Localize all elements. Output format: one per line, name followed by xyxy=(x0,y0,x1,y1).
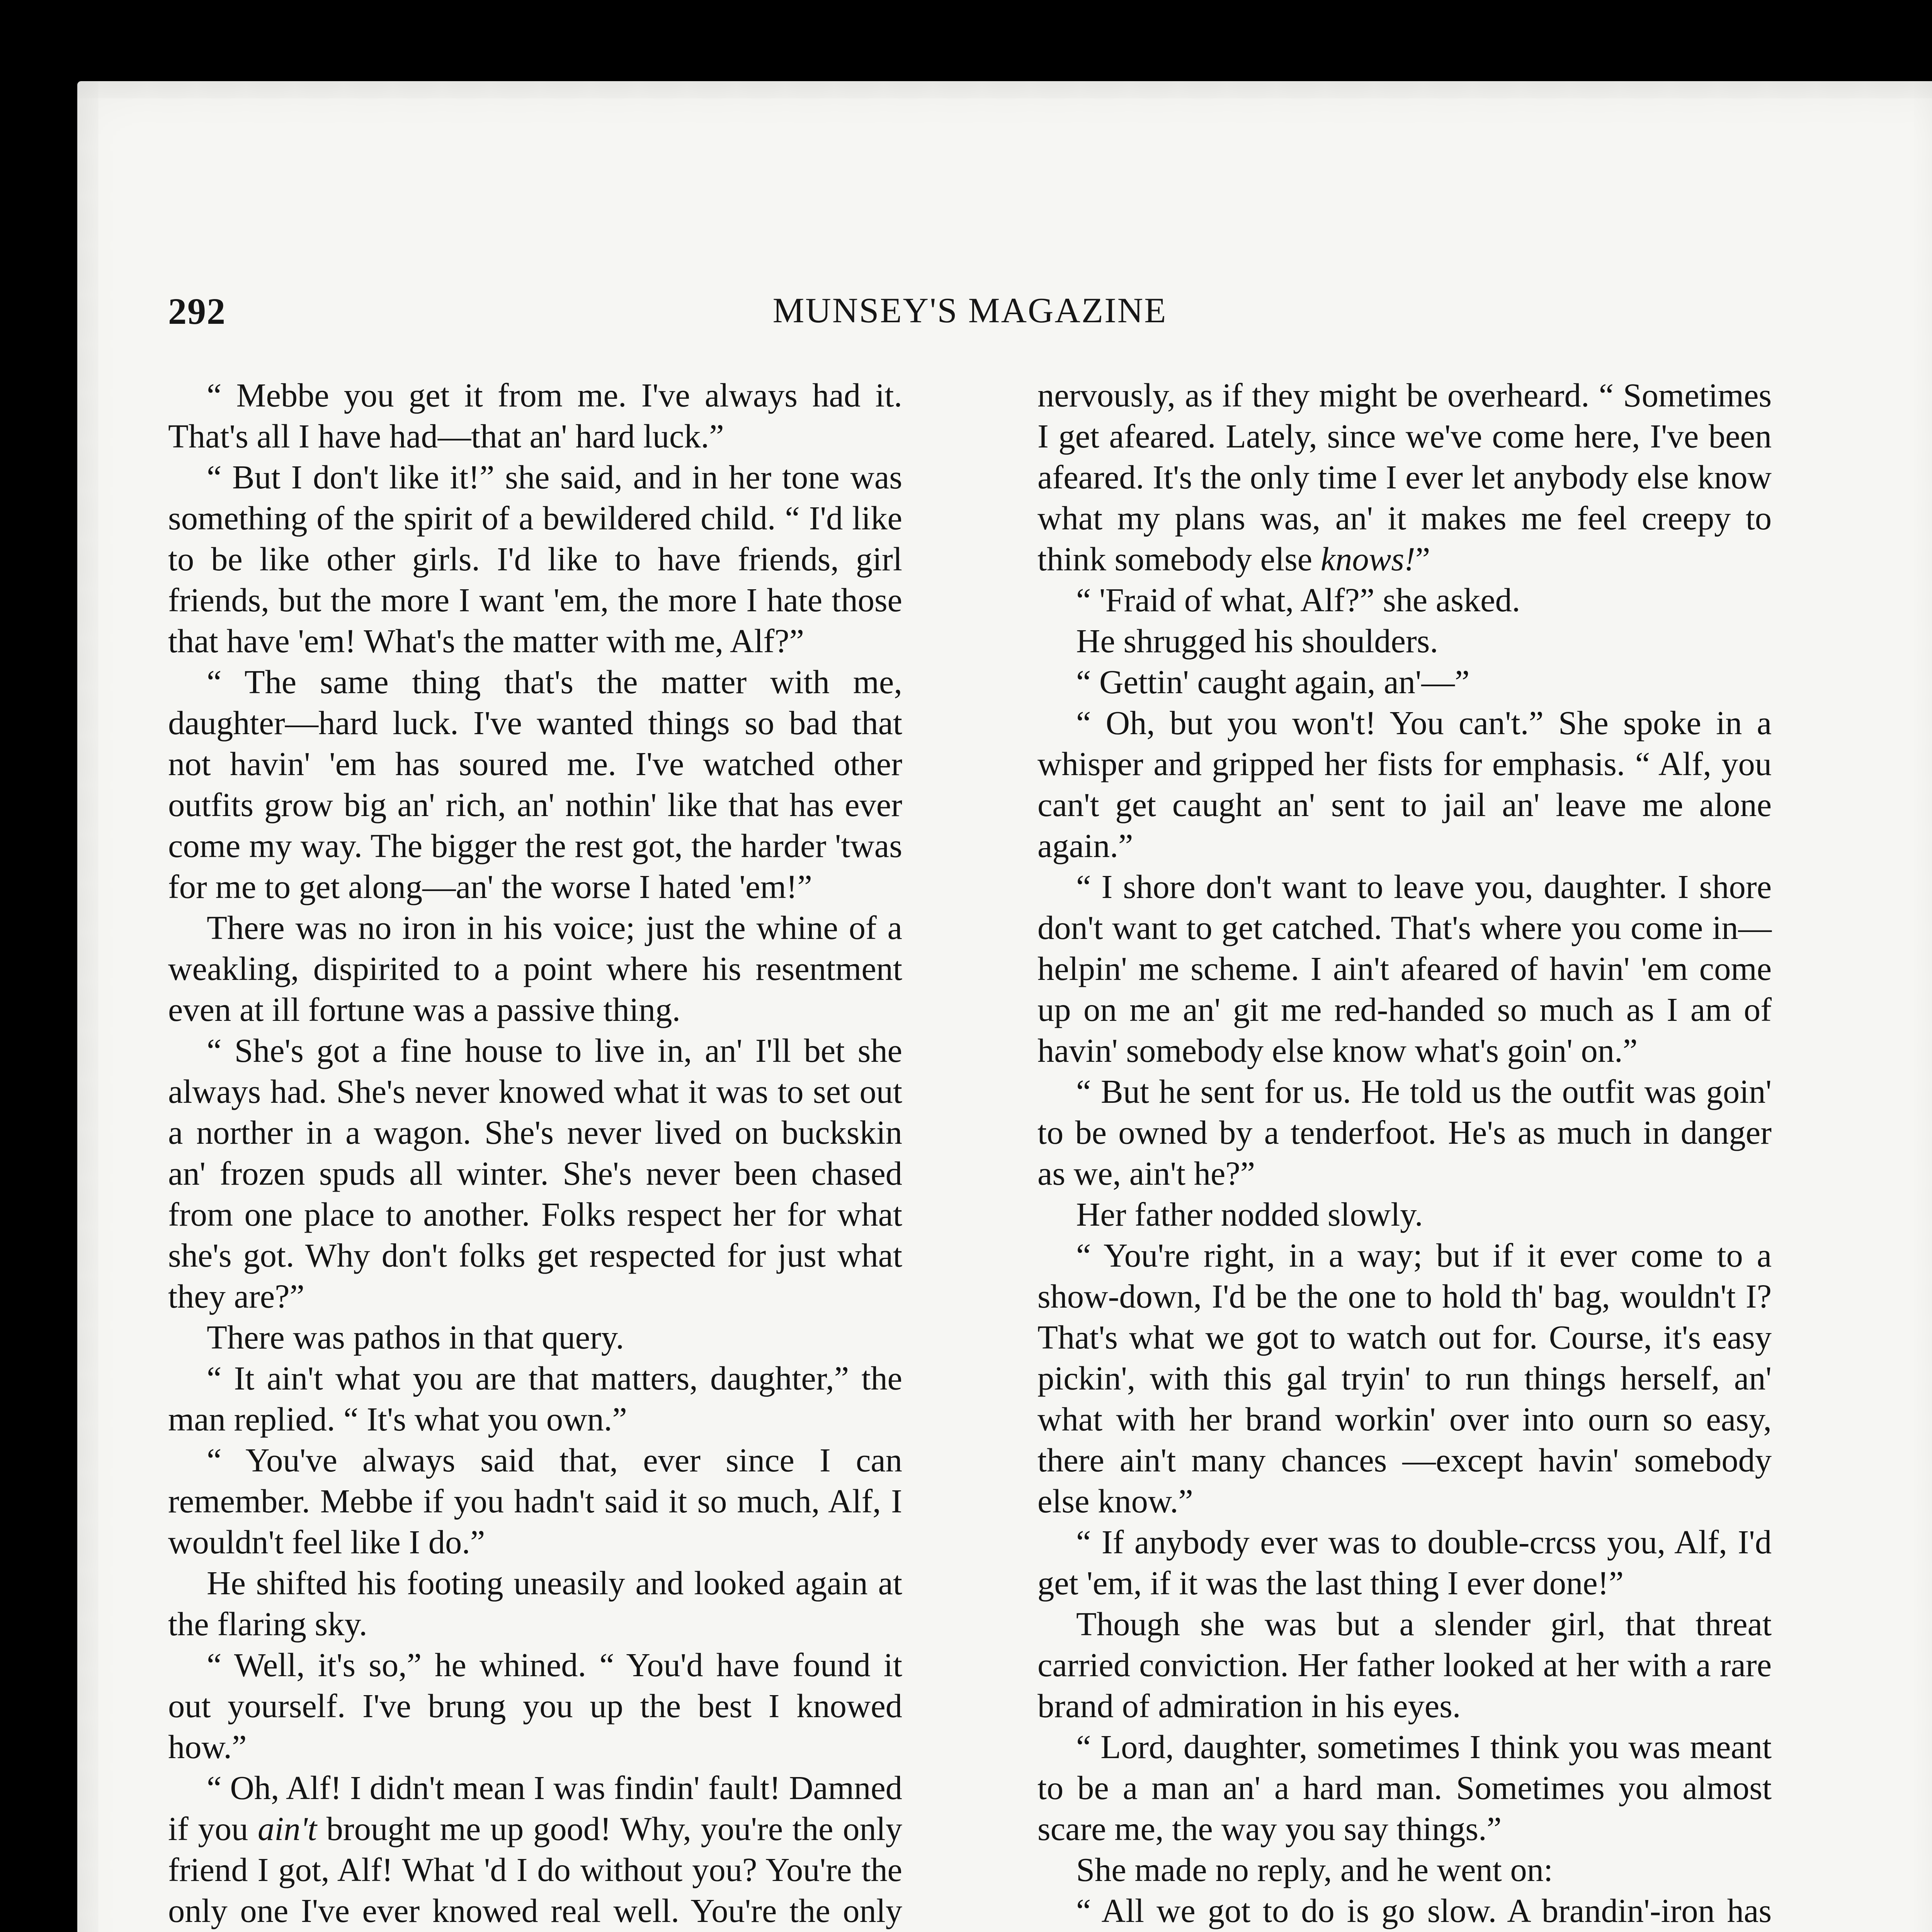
paragraph-text: “ You're right, in a way; but if it ever come to a show-down, I'd be the one to hold th' bag, wouldn't I? That's what we got to watch out for. Course, it's easy pickin', with this gal tryin' to run things herself, an' what with her brand workin' over into ourn so easy, there ain't many chances —except havin' somebody else know.” xyxy=(1037,1237,1772,1520)
paragraph xyxy=(168,1440,902,1563)
paragraph-text: “ But he sent for us. He told us the outfit was goin' to be owned by a tenderfoot. He's as much in danger as we, ain't he?” xyxy=(1037,1073,1772,1192)
left-column xyxy=(168,375,902,1932)
paragraph xyxy=(168,1358,902,1440)
paragraph-text: “ It ain't what you are that matters, daughter,” the man replied. “ It's what you own.” xyxy=(168,1360,902,1438)
paragraph xyxy=(168,662,902,907)
paragraph-text: nervously, as if they might be overheard. “ Sometimes I get afeared. Lately, since we've come here, I've been afeared. It's the only time I ever let anybody else know what my plans was, an' it makes me feel creepy to think somebody else xyxy=(1037,377,1772,578)
paragraph-text: “ All we got to do is go slow. A brandin'-iron has xyxy=(1076,1892,1772,1929)
paragraph xyxy=(1037,1194,1772,1235)
paragraph-text: “ Mebbe you get it from me. I've always had it. That's all I have had—that an' hard luck.” xyxy=(168,377,902,455)
right-column xyxy=(1037,375,1772,1932)
paragraph xyxy=(1037,621,1772,662)
paragraph-text: Her father nodded slowly. xyxy=(1076,1196,1423,1233)
paragraph xyxy=(1037,580,1772,621)
paragraph xyxy=(168,1317,902,1358)
paragraph xyxy=(168,907,902,1030)
italic-emphasis: ain't xyxy=(257,1810,317,1847)
paragraph-text: “ If anybody ever was to double-crcss you, Alf, I'd get 'em, if it was the last thing I ever done!” xyxy=(1037,1524,1772,1602)
paragraph-text: “ Oh, but you won't! You can't.” She spoke in a whisper and gripped her fists for emphasis. “ Alf, you can't get caught an' sent to jail an' leave me alone again.” xyxy=(1037,704,1772,864)
paragraph xyxy=(1037,702,1772,866)
paragraph-text: He shifted his footing uneasily and looked again at the flaring sky. xyxy=(168,1565,902,1643)
paragraph-text: “ But I don't like it!” she said, and in her tone was something of the spirit of a bewildered child. “ I'd like to be like other girls. I'd like to have friends, girl friends, but the more I want 'em, the more I hate those that have 'em! What's the matter with me, Alf?” xyxy=(168,459,902,660)
paragraph-text: There was pathos in that query. xyxy=(207,1319,624,1356)
paragraph xyxy=(168,1563,902,1645)
paragraph-text: “ Well, it's so,” he whined. “ You'd have found it out yourself. I've brung you up the best I knowed how.” xyxy=(168,1646,902,1765)
paragraph xyxy=(168,1645,902,1767)
paragraph xyxy=(1037,866,1772,1071)
running-title: MUNSEY'S MAGAZINE xyxy=(772,291,1167,330)
paragraph xyxy=(168,1767,902,1932)
paragraph-text: “ The same thing that's the matter with me, daughter—hard luck. I've wanted things so bad that not havin' 'em has soured me. I've watched other outfits grow big an' rich, an' nothin' like that has ever come my way. The bigger the rest got, the harder 'twas for me to get along—an' the worse I hated 'em!” xyxy=(168,663,902,905)
text-columns xyxy=(168,375,1772,1932)
italic-emphasis: knows! xyxy=(1320,541,1415,578)
paragraph-text: “ Oh, Alf! I didn't mean I was findin' fault! Damned if you xyxy=(168,1769,902,1847)
paragraph-text: He shrugged his shoulders. xyxy=(1076,622,1438,660)
paragraph-text: “ 'Fraid of what, Alf?” she asked. xyxy=(1076,582,1520,619)
paragraph xyxy=(168,1030,902,1317)
page-header xyxy=(168,290,1772,359)
paragraph xyxy=(1037,1849,1772,1890)
page-number: 292 xyxy=(168,291,226,332)
paragraph-text-continued: brought me up good! Why, you're the only friend I got, Alf! What 'd I do without you? You're the only one I've ever knowed real well. You're the only xyxy=(168,1810,902,1929)
paragraph-text: “ She's got a fine house to live in, an' I'll bet she always had. She's never knowed what it was to set out a norther in a wagon. She's never lived on buckskin an' frozen spuds all winter. She's never been chased from one place to another. Folks respect her for what she's got. Why don't folks get respected for just what they are?” xyxy=(168,1032,902,1315)
paragraph xyxy=(1037,1071,1772,1194)
magazine-page xyxy=(77,81,1932,1932)
paragraph-text: There was no iron in his voice; just the whine of a weakling, dispirited to a point where his resentment even at ill fortune was a passive thing. xyxy=(168,909,902,1028)
paragraph xyxy=(1037,1522,1772,1604)
paragraph xyxy=(1037,1890,1772,1932)
paragraph-text-continued: ” xyxy=(1415,541,1430,578)
paragraph-text: She made no reply, and he went on: xyxy=(1076,1851,1553,1888)
paragraph xyxy=(1037,375,1772,580)
paragraph xyxy=(168,457,902,662)
paragraph xyxy=(1037,1604,1772,1726)
paragraph xyxy=(1037,1235,1772,1522)
paragraph-text: “ Gettin' caught again, an'—” xyxy=(1076,663,1470,701)
paragraph-text: “ Lord, daughter, sometimes I think you was meant to be a man an' a hard man. Sometimes you almost scare me, the way you say things.” xyxy=(1037,1728,1772,1847)
paragraph xyxy=(1037,662,1772,702)
paragraph-text: “ I shore don't want to leave you, daughter. I shore don't want to get catched. That's where you come in—helpin' me scheme. I ain't afeared of havin' 'em come up on me an' git me red-handed so much as I am of havin' somebody else know what's goin' on.” xyxy=(1037,868,1772,1069)
paragraph xyxy=(1037,1726,1772,1849)
paragraph-text: “ You've always said that, ever since I can remember. Mebbe if you hadn't said it so much, Alf, I wouldn't feel like I do.” xyxy=(168,1442,902,1561)
paragraph-text: Though she was but a slender girl, that threat carried conviction. Her father looked at her with a rare brand of admiration in his eyes. xyxy=(1037,1605,1772,1725)
paragraph xyxy=(168,375,902,457)
page-content xyxy=(168,290,1772,1932)
